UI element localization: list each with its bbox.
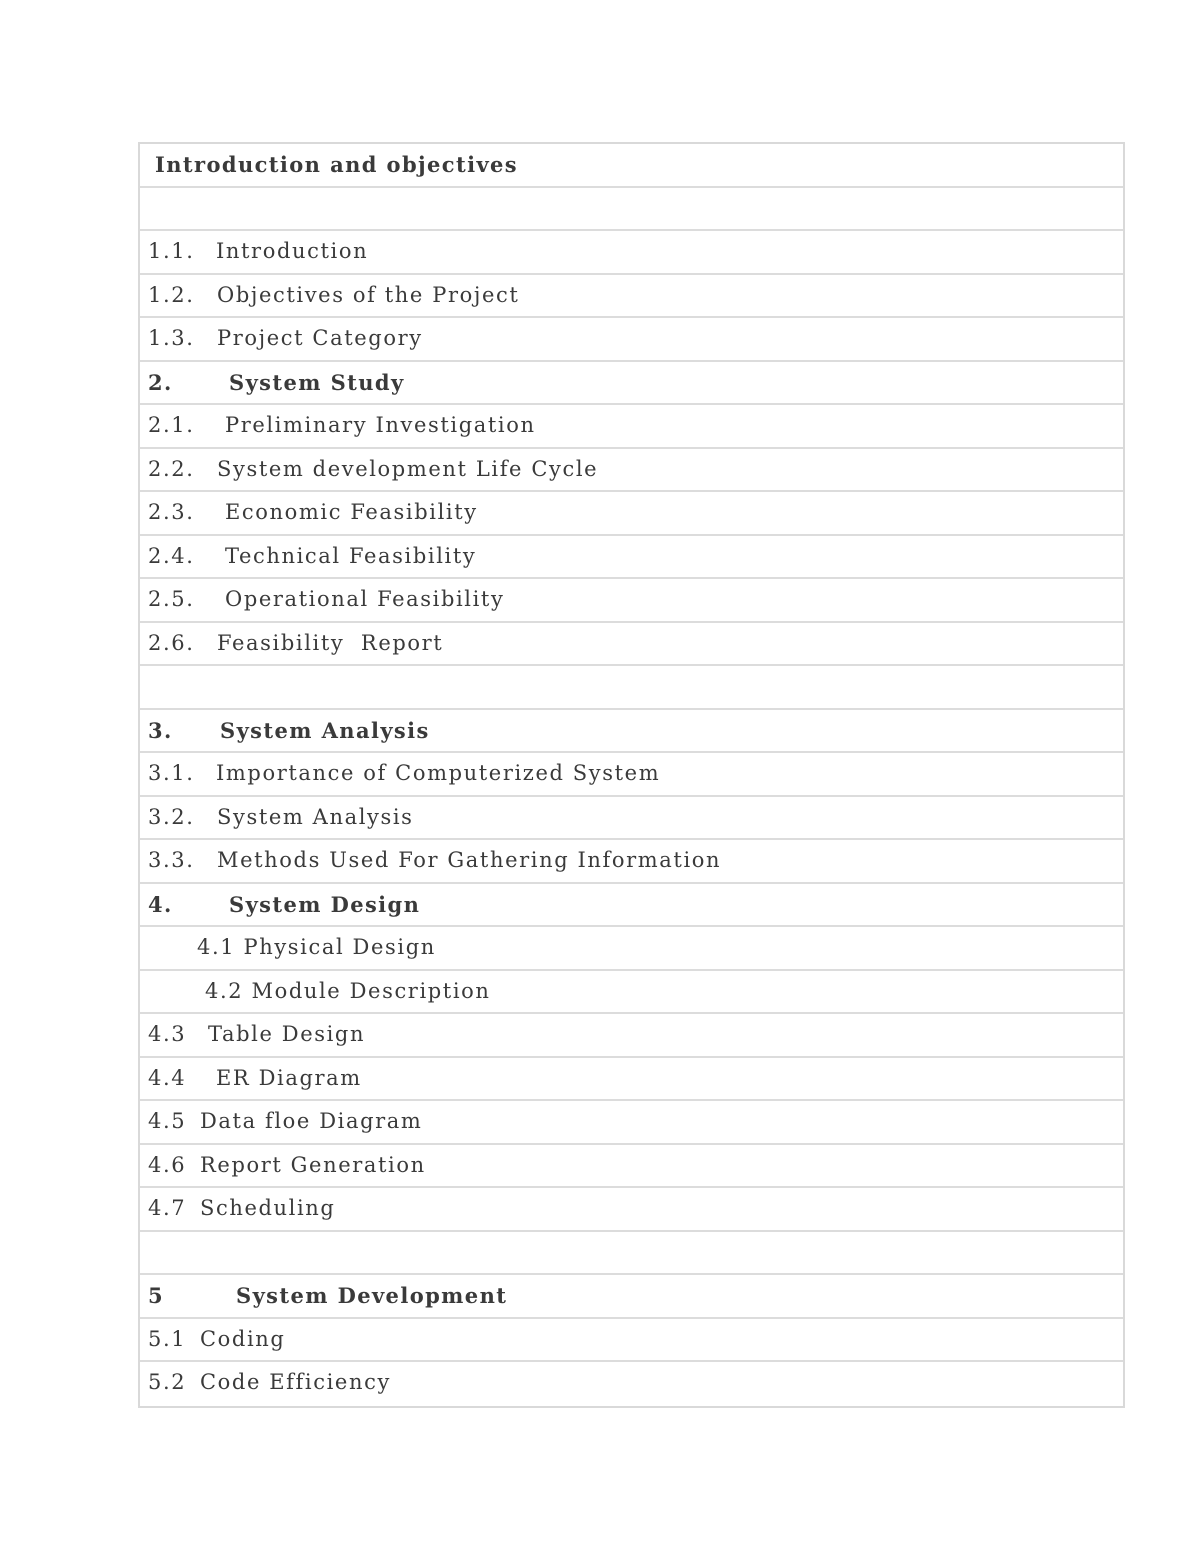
toc-section-row: [140, 884, 1123, 928]
toc-row: [140, 1058, 1123, 1102]
toc-row: [140, 1145, 1123, 1189]
toc-label: 4.2 Module Description: [205, 978, 491, 1003]
toc-number: 3.3.: [148, 848, 195, 872]
toc-heading-row: [140, 144, 1123, 188]
toc-label: Coding: [200, 1326, 286, 1351]
toc-heading: Introduction and objectives: [155, 152, 519, 177]
toc-number: 4.7: [148, 1196, 187, 1220]
toc-row: [140, 1101, 1123, 1145]
toc-row: [140, 927, 1123, 971]
toc-label: System Study: [229, 369, 405, 395]
toc-row: [140, 1014, 1123, 1058]
toc-blank-row: [140, 666, 1123, 710]
toc-row: [140, 1319, 1123, 1363]
toc-label: Introduction: [216, 239, 369, 263]
toc-row: [140, 275, 1123, 319]
toc-row: [140, 753, 1123, 797]
toc-blank-row: [140, 1232, 1123, 1276]
toc-label: Operational Feasibility: [225, 587, 505, 611]
toc-number: 4.3: [148, 1022, 187, 1046]
toc-label: System Design: [229, 891, 421, 917]
toc-number: 5: [148, 1283, 165, 1308]
toc-row: [140, 231, 1123, 275]
toc-blank-row: [140, 188, 1123, 232]
toc-number: 2.6.: [148, 630, 195, 655]
toc-number: 3.1.: [148, 761, 195, 785]
toc-row: [140, 971, 1123, 1015]
toc-row: [140, 579, 1123, 623]
toc-number: 2.1.: [148, 413, 195, 437]
toc-label: Preliminary Investigation: [225, 413, 536, 437]
toc-number: 4.4: [148, 1065, 187, 1090]
toc-label: Code Efficiency: [200, 1370, 391, 1394]
toc-label: Methods Used For Gathering Information: [217, 848, 722, 872]
toc-row: [140, 492, 1123, 536]
toc-number: 3.2.: [148, 804, 195, 829]
toc-row: [140, 1362, 1123, 1406]
toc-label: System Analysis: [217, 804, 414, 829]
toc-label: Importance of Computerized System: [216, 761, 661, 785]
toc-label: Scheduling: [200, 1196, 336, 1220]
toc-row: [140, 1188, 1123, 1232]
toc-number: 2.3.: [148, 500, 195, 524]
toc-label: Table Design: [208, 1022, 366, 1046]
toc-number: 2.2.: [148, 456, 195, 481]
toc-row: [140, 840, 1123, 884]
toc-row: [140, 449, 1123, 493]
toc-number: 2.: [148, 369, 173, 395]
toc-label: Technical Feasibility: [225, 543, 477, 568]
toc-label: Data floe Diagram: [200, 1109, 423, 1133]
toc-row: [140, 797, 1123, 841]
toc-number: 4.6: [148, 1152, 187, 1177]
toc-label: System Development: [236, 1283, 508, 1308]
toc-number: 4.: [148, 891, 173, 917]
toc-row: [140, 405, 1123, 449]
toc-number: 2.4.: [148, 543, 195, 568]
toc-number: 1.3.: [148, 326, 195, 350]
toc-section-row: [140, 362, 1123, 406]
toc-label: Report Generation: [200, 1152, 426, 1177]
toc-number: 2.5.: [148, 587, 195, 611]
toc-label: ER Diagram: [216, 1065, 362, 1090]
toc-number: 4.5: [148, 1109, 187, 1133]
toc-section-row: [140, 1275, 1123, 1319]
toc-number: 1.2.: [148, 282, 195, 307]
toc-number: 3.: [148, 717, 173, 743]
table-of-contents: [138, 142, 1125, 1408]
toc-number: 1.1.: [148, 239, 195, 263]
toc-label: Objectives of the Project: [217, 282, 520, 307]
toc-label: Economic Feasibility: [225, 500, 478, 524]
toc-section-row: [140, 710, 1123, 754]
toc-number: 5.2: [148, 1370, 187, 1394]
toc-row: [140, 318, 1123, 362]
toc-label: Feasibility Report: [217, 630, 444, 655]
toc-label: Project Category: [217, 326, 423, 350]
toc-row: [140, 623, 1123, 667]
toc-label: System development Life Cycle: [217, 456, 599, 481]
toc-number: 5.1: [148, 1326, 187, 1351]
toc-row: [140, 536, 1123, 580]
toc-label: System Analysis: [220, 717, 430, 743]
toc-label: 4.1 Physical Design: [197, 935, 436, 959]
